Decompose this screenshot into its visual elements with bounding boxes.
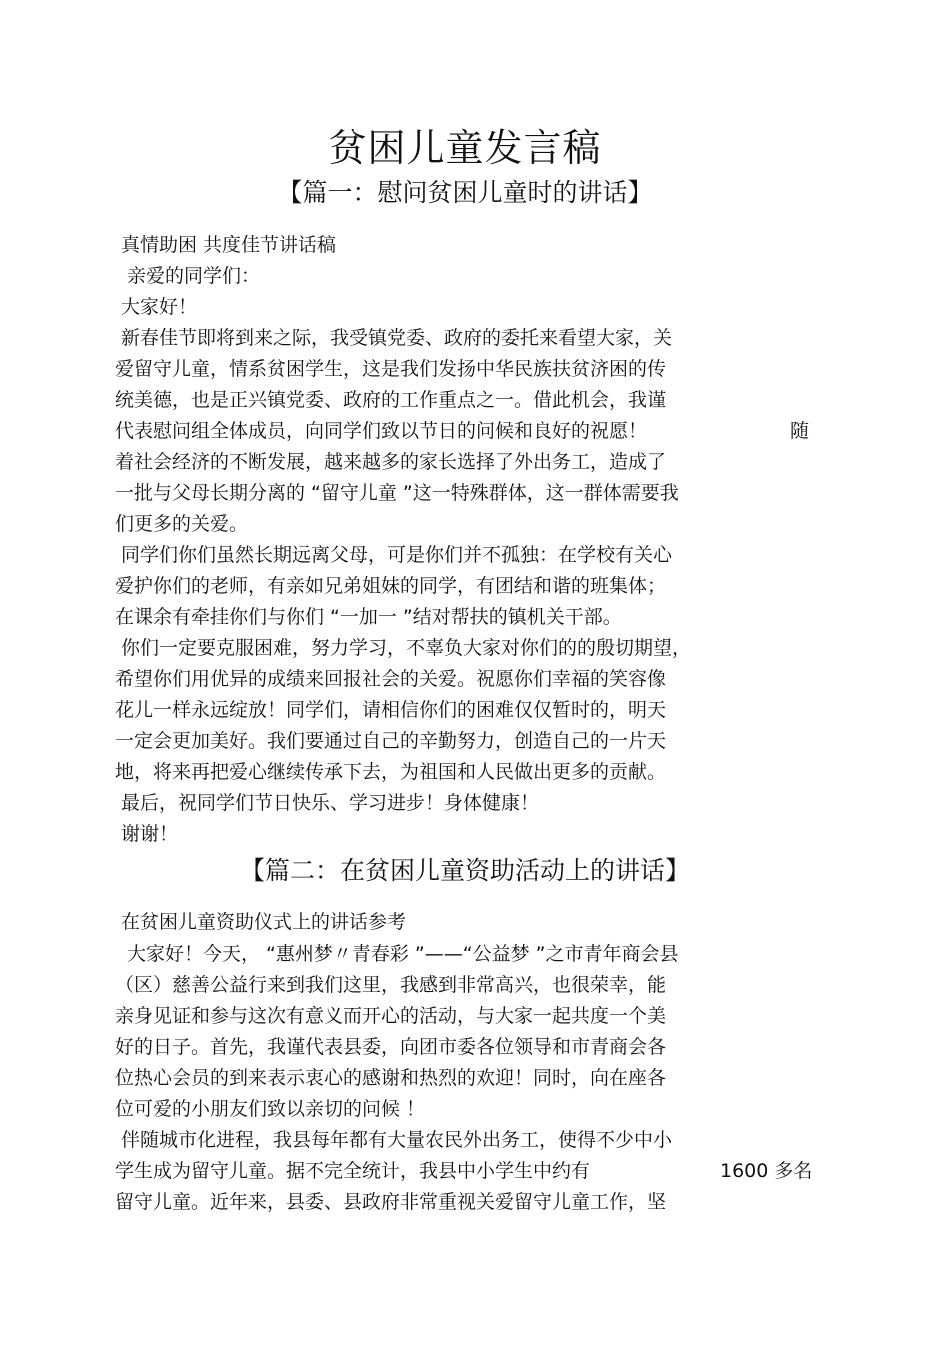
s1-line-4: 新春佳节即将到来之际，我受镇党委、政府的委托来看望大家，关	[121, 327, 673, 349]
s1-line-12: 爱护你们的老师，有亲如兄弟姐妹的同学，有团结和谐的班集体；	[115, 575, 667, 597]
s2-line-10: 留守儿童。近年来，县委、县政府非常重视关爱留守儿童工作，坚	[115, 1191, 667, 1213]
s2-line-6: 位热心会员的到来表示衷心的感谢和热烈的欢迎！同时，向在座各	[115, 1067, 667, 1089]
section2-heading: 【篇二：在贫困儿童资助活动上的讲话】	[239, 856, 690, 885]
s2-line-9-tail: 1600 多名	[720, 1160, 813, 1182]
s1-line-3: 大家好！	[121, 296, 198, 318]
s2-line-5: 好的日子。首先，我谨代表县委，向团市委各位领导和市青商会各	[115, 1036, 667, 1058]
section1-heading: 【篇一：慰问贫困儿童时的讲话】	[277, 178, 653, 207]
s1-line-10: 们更多的关爱。	[115, 513, 249, 535]
s1-line-14: 你们一定要克服困难，努力学习，不辜负大家对你们的的殷切期望，	[121, 637, 692, 659]
s2-line-9: 学生成为留守儿童。据不完全统计，我县中小学生中约有	[115, 1160, 591, 1182]
s1-line-11: 同学们你们虽然长期远离父母，可是你们并不孤独：在学校有关心	[121, 544, 673, 566]
s1-line-7-tail: 随	[790, 420, 810, 442]
s2-line-4: 亲身见证和参与这次有意义而开心的活动，与大家一起共度一个美	[115, 1005, 667, 1027]
s1-line-16: 花儿一样永远绽放！同学们，请相信你们的困难仅仅暂时的，明天	[115, 699, 667, 721]
s1-line-7: 代表慰问组全体成员，向同学们致以节日的问候和良好的祝愿！	[115, 420, 648, 442]
s1-line-13: 在课余有牵挂你们与你们 “一加一 ”结对帮扶的镇机关干部。	[115, 606, 622, 628]
s2-line-8: 伴随城市化进程，我县每年都有大量农民外出务工，使得不少中小	[121, 1129, 673, 1151]
s1-line-19: 最后，祝同学们节日快乐、学习进步！身体健康！	[121, 792, 540, 814]
s2-line-3: （区）慈善公益行来到我们这里，我感到非常高兴，也很荣幸，能	[115, 974, 667, 996]
s1-line-2: 亲爱的同学们：	[127, 265, 261, 287]
s1-line-17: 一定会更加美好。我们要通过自己的辛勤努力，创造自己的一片天	[115, 730, 667, 752]
s2-line-2: 大家好！今天， “惠州梦〃青春彩 ”——“公益梦 ”之市青年商会县	[127, 943, 679, 965]
s1-line-1: 真情助困 共度佳节讲话稿	[121, 234, 337, 256]
s1-line-18: 地，将来再把爱心继续传承下去，为祖国和人民做出更多的贡献。	[115, 761, 667, 783]
s1-line-6: 统美德，也是正兴镇党委、政府的工作重点之一。借此机会，我谨	[115, 389, 667, 411]
s1-line-8: 着社会经济的不断发展，越来越多的家长选择了外出务工，造成了	[115, 451, 667, 473]
s1-line-20: 谢谢！	[121, 823, 179, 845]
s1-line-5: 爱留守儿童，情系贫困学生，这是我们发扬中华民族扶贫济困的传	[115, 358, 667, 380]
s2-line-1: 在贫困儿童资助仪式上的讲话参考	[121, 911, 407, 933]
s1-line-15: 希望你们用优异的成绩来回报社会的关爱。祝愿你们幸福的笑容像	[115, 668, 667, 690]
s2-line-7: 位可爱的小朋友们致以亲切的问候 ！	[115, 1098, 426, 1120]
s1-line-9: 一批与父母长期分离的 “留守儿童 ”这一特殊群体，这一群体需要我	[115, 482, 679, 504]
document-title: 贫困儿童发言稿	[328, 126, 602, 170]
